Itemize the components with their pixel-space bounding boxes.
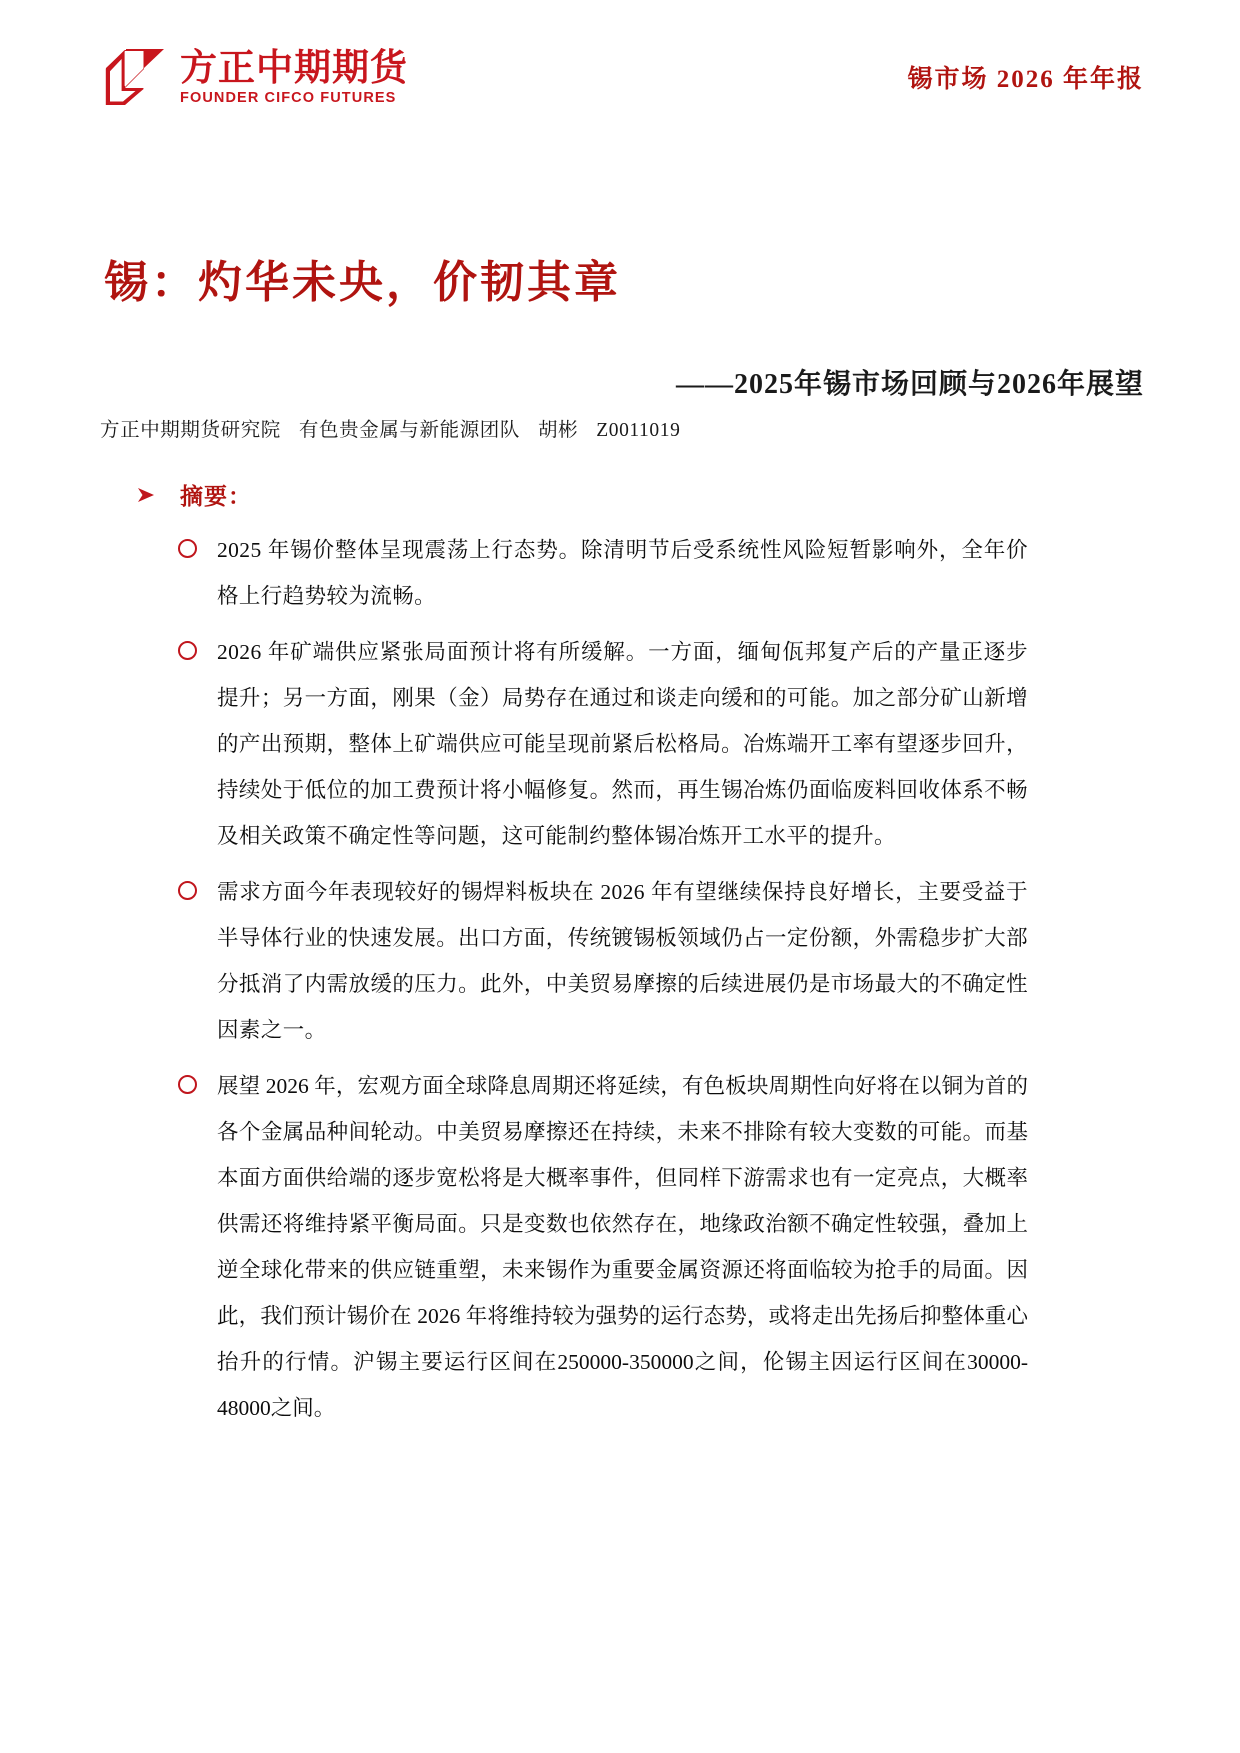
byline-license-number: Z0011019 — [596, 420, 681, 441]
logo-english-name: FOUNDER CIFCO FUTURES — [180, 89, 397, 106]
abstract-heading — [136, 478, 252, 511]
founder-cifco-hexagon-logo-icon — [104, 48, 166, 106]
header-report-title: 锡市场 2026 年年报 — [907, 66, 1144, 93]
summary-point-2: 2026 年矿端供应紧张局面预计将有所缓解。一方面，缅甸佤邦复产后的产量正逐步提升；另一方面，刚果（金）局势存在通过和谈走向缓和的可能。加之部分矿山新增的产出预期，整体上矿端供应可能呈现前紧后松格局。冶炼端开工率有望逐步回升，持续处于低位的加工费预计将小幅修复。然而，再生锡冶炼仍面临废料回收体系不畅及相关政策不确定性等问题，这可能制约整体锡冶炼开工水平的提升。 — [217, 640, 1028, 848]
abstract-bullet-list — [178, 527, 1028, 1441]
circle-bullet-icon — [178, 881, 197, 900]
summary-point-1: 2025 年锡价整体呈现震荡上行态势。除清明节后受系统性风险短暂影响外，全年价格上行趋势较为流畅。 — [217, 538, 1028, 608]
page-title: 锡：灼华未央，价韧其章 — [104, 258, 621, 308]
byline-institute: 方正中期期货研究院 — [100, 420, 281, 441]
byline — [100, 414, 680, 442]
circle-bullet-icon — [178, 539, 197, 558]
circle-bullet-icon — [178, 1075, 197, 1094]
byline-author: 胡彬 — [538, 420, 579, 441]
abstract-heading-label: 摘要： — [180, 484, 252, 509]
company-logo — [104, 48, 408, 106]
logo-chinese-name: 方正中期期货 — [180, 46, 408, 88]
list-item — [178, 629, 1028, 859]
circle-bullet-icon — [178, 641, 197, 660]
byline-team: 有色贵金属与新能源团队 — [298, 420, 521, 441]
summary-point-3: 需求方面今年表现较好的锡焊料板块在 2026 年有望继续保持良好增长，主要受益于半导体行业的快速发展。出口方面，传统镀锡板领域仍占一定份额，外需稳步扩大部分抵消了内需放缓的压力。此外，中美贸易摩擦的后续进展仍是市场最大的不确定性因素之一。 — [217, 880, 1028, 1042]
list-item — [178, 527, 1028, 619]
page-header — [0, 38, 1240, 116]
logo-wordmark — [180, 46, 408, 106]
summary-point-4: 展望 2026 年，宏观方面全球降息周期还将延续，有色板块周期性向好将在以铜为首的各个金属品种间轮动。中美贸易摩擦还在持续，未来不排除有较大变数的可能。而基本面方面供给端的逐步宽松将是大概率事件，但同样下游需求也有一定亮点，大概率供需还将维持紧平衡局面。只是变数也依然存在，地缘政治额不确定性较强，叠加上逆全球化带来的供应链重塑，未来锡作为重要金属资源还将面临较为抢手的局面。因此，我们预计锡价在 2026 年将维持较为强势的运行态势，或将走出先扬后抑整体重心抬升的行情。沪锡主要运行区间在250000-350000之间，伦锡主因运行区间在30000-48000之间。 — [217, 1074, 1028, 1420]
list-item — [178, 869, 1028, 1053]
page-subtitle: ——2025年锡市场回顾与2026年展望 — [675, 369, 1144, 400]
list-item — [178, 1063, 1028, 1431]
red-arrow-bullet-icon — [136, 485, 156, 505]
